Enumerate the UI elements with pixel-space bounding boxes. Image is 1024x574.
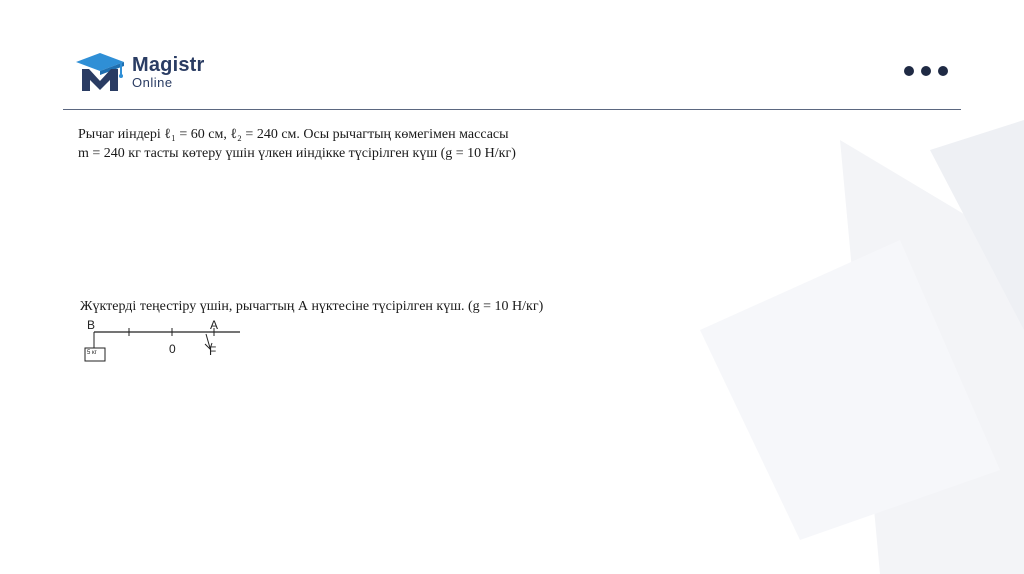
problem-2 — [80, 297, 543, 316]
menu-dot — [921, 66, 931, 76]
brand-name: Magistr — [132, 54, 205, 76]
weight-label: 5 кг — [87, 350, 97, 356]
label-a: A — [210, 318, 219, 332]
menu-dot — [938, 66, 948, 76]
graduation-cap-icon — [74, 51, 126, 93]
label-f: F — [209, 344, 217, 358]
lever-diagram — [78, 318, 258, 370]
brand-subtitle: Online — [132, 75, 173, 90]
more-dots-icon[interactable] — [904, 66, 948, 76]
brand-logo[interactable] — [74, 51, 205, 93]
problem-1-line-2: m = 240 кг тасты көтеру үшін үлкен иіндікке түсірілген күш (g = 10 Н/кг) — [78, 146, 516, 161]
label-o: 0 — [169, 342, 176, 356]
label-b: B — [87, 318, 96, 332]
problem-1 — [78, 125, 516, 163]
header-divider — [63, 109, 961, 110]
problem-2-text: Жүктерді теңестіру үшін, рычагтың А нүктесіне түсірілген күш. (g = 10 Н/кг) — [80, 299, 544, 314]
problem-1-line-1: Рычаг иіндері ℓ₁ = 60 см, ℓ₂ = 240 см. Осы рычагтың көмегімен массасы — [78, 127, 509, 142]
menu-dot — [904, 66, 914, 76]
lever-svg — [78, 318, 258, 370]
